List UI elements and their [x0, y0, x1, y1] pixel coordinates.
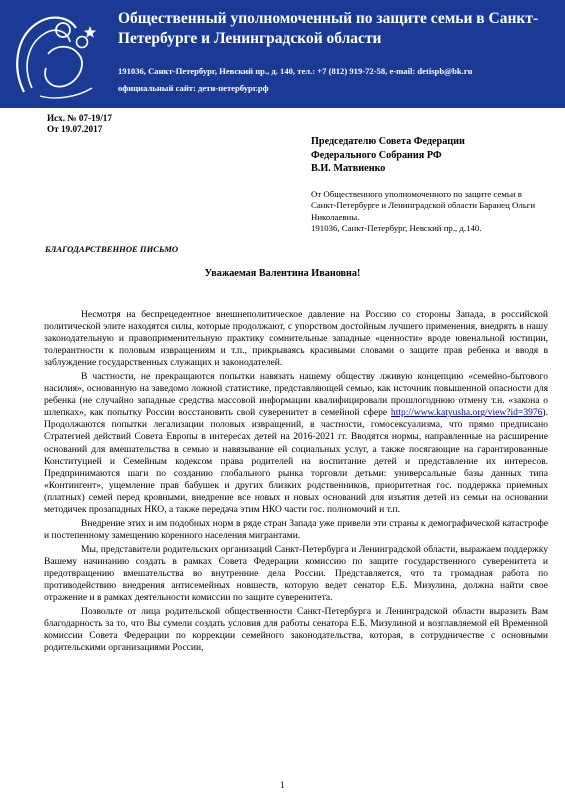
recipient-line: Председателю Совета Федерации: [311, 136, 465, 147]
paragraph: Несмотря на беспрецедентное внешнеполитическое давление на Россию со стороны Запада, в российской политической элите находятся силы, которые продолжают, с упорством достойным лучшего применения, внедрять в нашу законодательную и правоприменительную практику сомнительные западные «ценности» вроде ювенальной юстиции, толерантности к половым извращениям и т.п., прикрываясь красивыми словами о защите прав ребенка и вводя в заблуждение государственных служащих и законодателей.: [44, 309, 548, 369]
organization-title: Общественный уполномоченный по защите семьи в Санкт-Петербурге и Ленинградской области: [118, 10, 539, 47]
letter-body: [44, 309, 548, 656]
sender-address: 191036, Санкт-Петербург, Невский пр., д.140.: [311, 222, 482, 233]
recipient-block: [311, 135, 465, 176]
paragraph-text: В частности, не прекращаются попытки навязать нашему обществу лживую концепцию «семейно-бытового насилия», основанную на заведомо ложной статистике, представляющей семью, как источник повышенной опасности для ребенка (не случайно западные средства массовой информации квалифицировали прошлогоднюю отмену т.н. «закона о шлепках», как попытку России восстановить свой суверенитет в семейной сфере: [44, 371, 548, 419]
katyusha-link[interactable]: http://www.katyusha.org/view?id=3976: [390, 407, 543, 419]
letterhead: [0, 0, 565, 108]
paragraph: Внедрение этих и им подобных норм в ряде стран Запада уже привели эти страны к демографической катастрофе и постепенному замещению коренного населения мигрантами.: [44, 517, 548, 541]
paragraph: Мы, представители родительских организаций Санкт-Петербурга и Ленинградской области, выражаем поддержку Вашему начинанию создать в рамках Совета Федерации комиссию по защите государственного суверенитета и предотвращению вмешательства во внутренние дела России. Представляется, что та громадная работа по противодействию внедрения антисемейных новшеств, которую ведет сенатор Е.Б. Мизулина, должна найти свое отражение и в рамках деятельности комиссии по защите суверенитета.: [44, 543, 548, 604]
organization-address: 191036, Санкт-Петербург, Невский пр., д. 140, тел.: +7 (812) 919-72-58, e-mail: detispb@bk.ru: [118, 66, 473, 76]
paragraph-text: ). Продолжаются попытки легализации половых извращений, в частности, гомосексуализма, что прямо предписано Стратегией действий Совета Европы в интересах детей на 2016-2021 гг. Вводятся нормы, направленные на расширение оснований для вмешательства в семью и навязывание ей социальных услуг, а также посягающие на гарантированные Конституцией и Семейным кодексом права родителей на воспитание детей и представление их интересов. Предпринимаются шаги по созданию глобального рынка торговли детьми: универсальные базы данных типа «Контингент», ущемление прав бабушек и других близких родственников, приоритетная гос. поддержка приемных (платных) семей перед кровными, внедрение все новых и новых оснований для изъятия детей из семьи на основании методичек прозападных НКО, а также передача этим НКО части гос. полномочий и т.п.: [44, 407, 548, 515]
reference-date: От 19.07.2017: [47, 124, 103, 134]
reference-block: [47, 113, 112, 135]
sender-block: [311, 189, 541, 234]
document-type-heading: БЛАГОДАРСТВЕННОЕ ПИСЬМО: [45, 244, 179, 254]
paragraph: Позвольте от лица родительской общественности Санкт-Петербурга и Ленинградской области выразить Вам благодарность за то, что Вы сумели создать условия для работы сенатора Е.Б. Мизулиной и возглавляемой ей Временной комиссии Совета Федерации по коррекции семейного законодательства, которая, в сотрудничестве с основными родительскими организациями России,: [44, 606, 548, 654]
family-logo-icon: [6, 4, 112, 104]
salutation: Уважаемая Валентина Ивановна!: [204, 268, 361, 279]
recipient-name: В.И. Матвиенко: [311, 163, 386, 174]
reference-number: Исх. № 07-19/17: [47, 113, 112, 123]
organization-website: официальный сайт: дети-петербург.рф: [118, 83, 269, 93]
page-number: 1: [280, 780, 285, 790]
recipient-line: Федерального Собрания РФ: [311, 149, 442, 161]
sender-description: От Общественного уполномоченного по защите семьи в Санкт-Петербурге и Ленинградской области Баранец Ольги Николаевны.: [311, 189, 536, 222]
paragraph: [44, 371, 548, 516]
